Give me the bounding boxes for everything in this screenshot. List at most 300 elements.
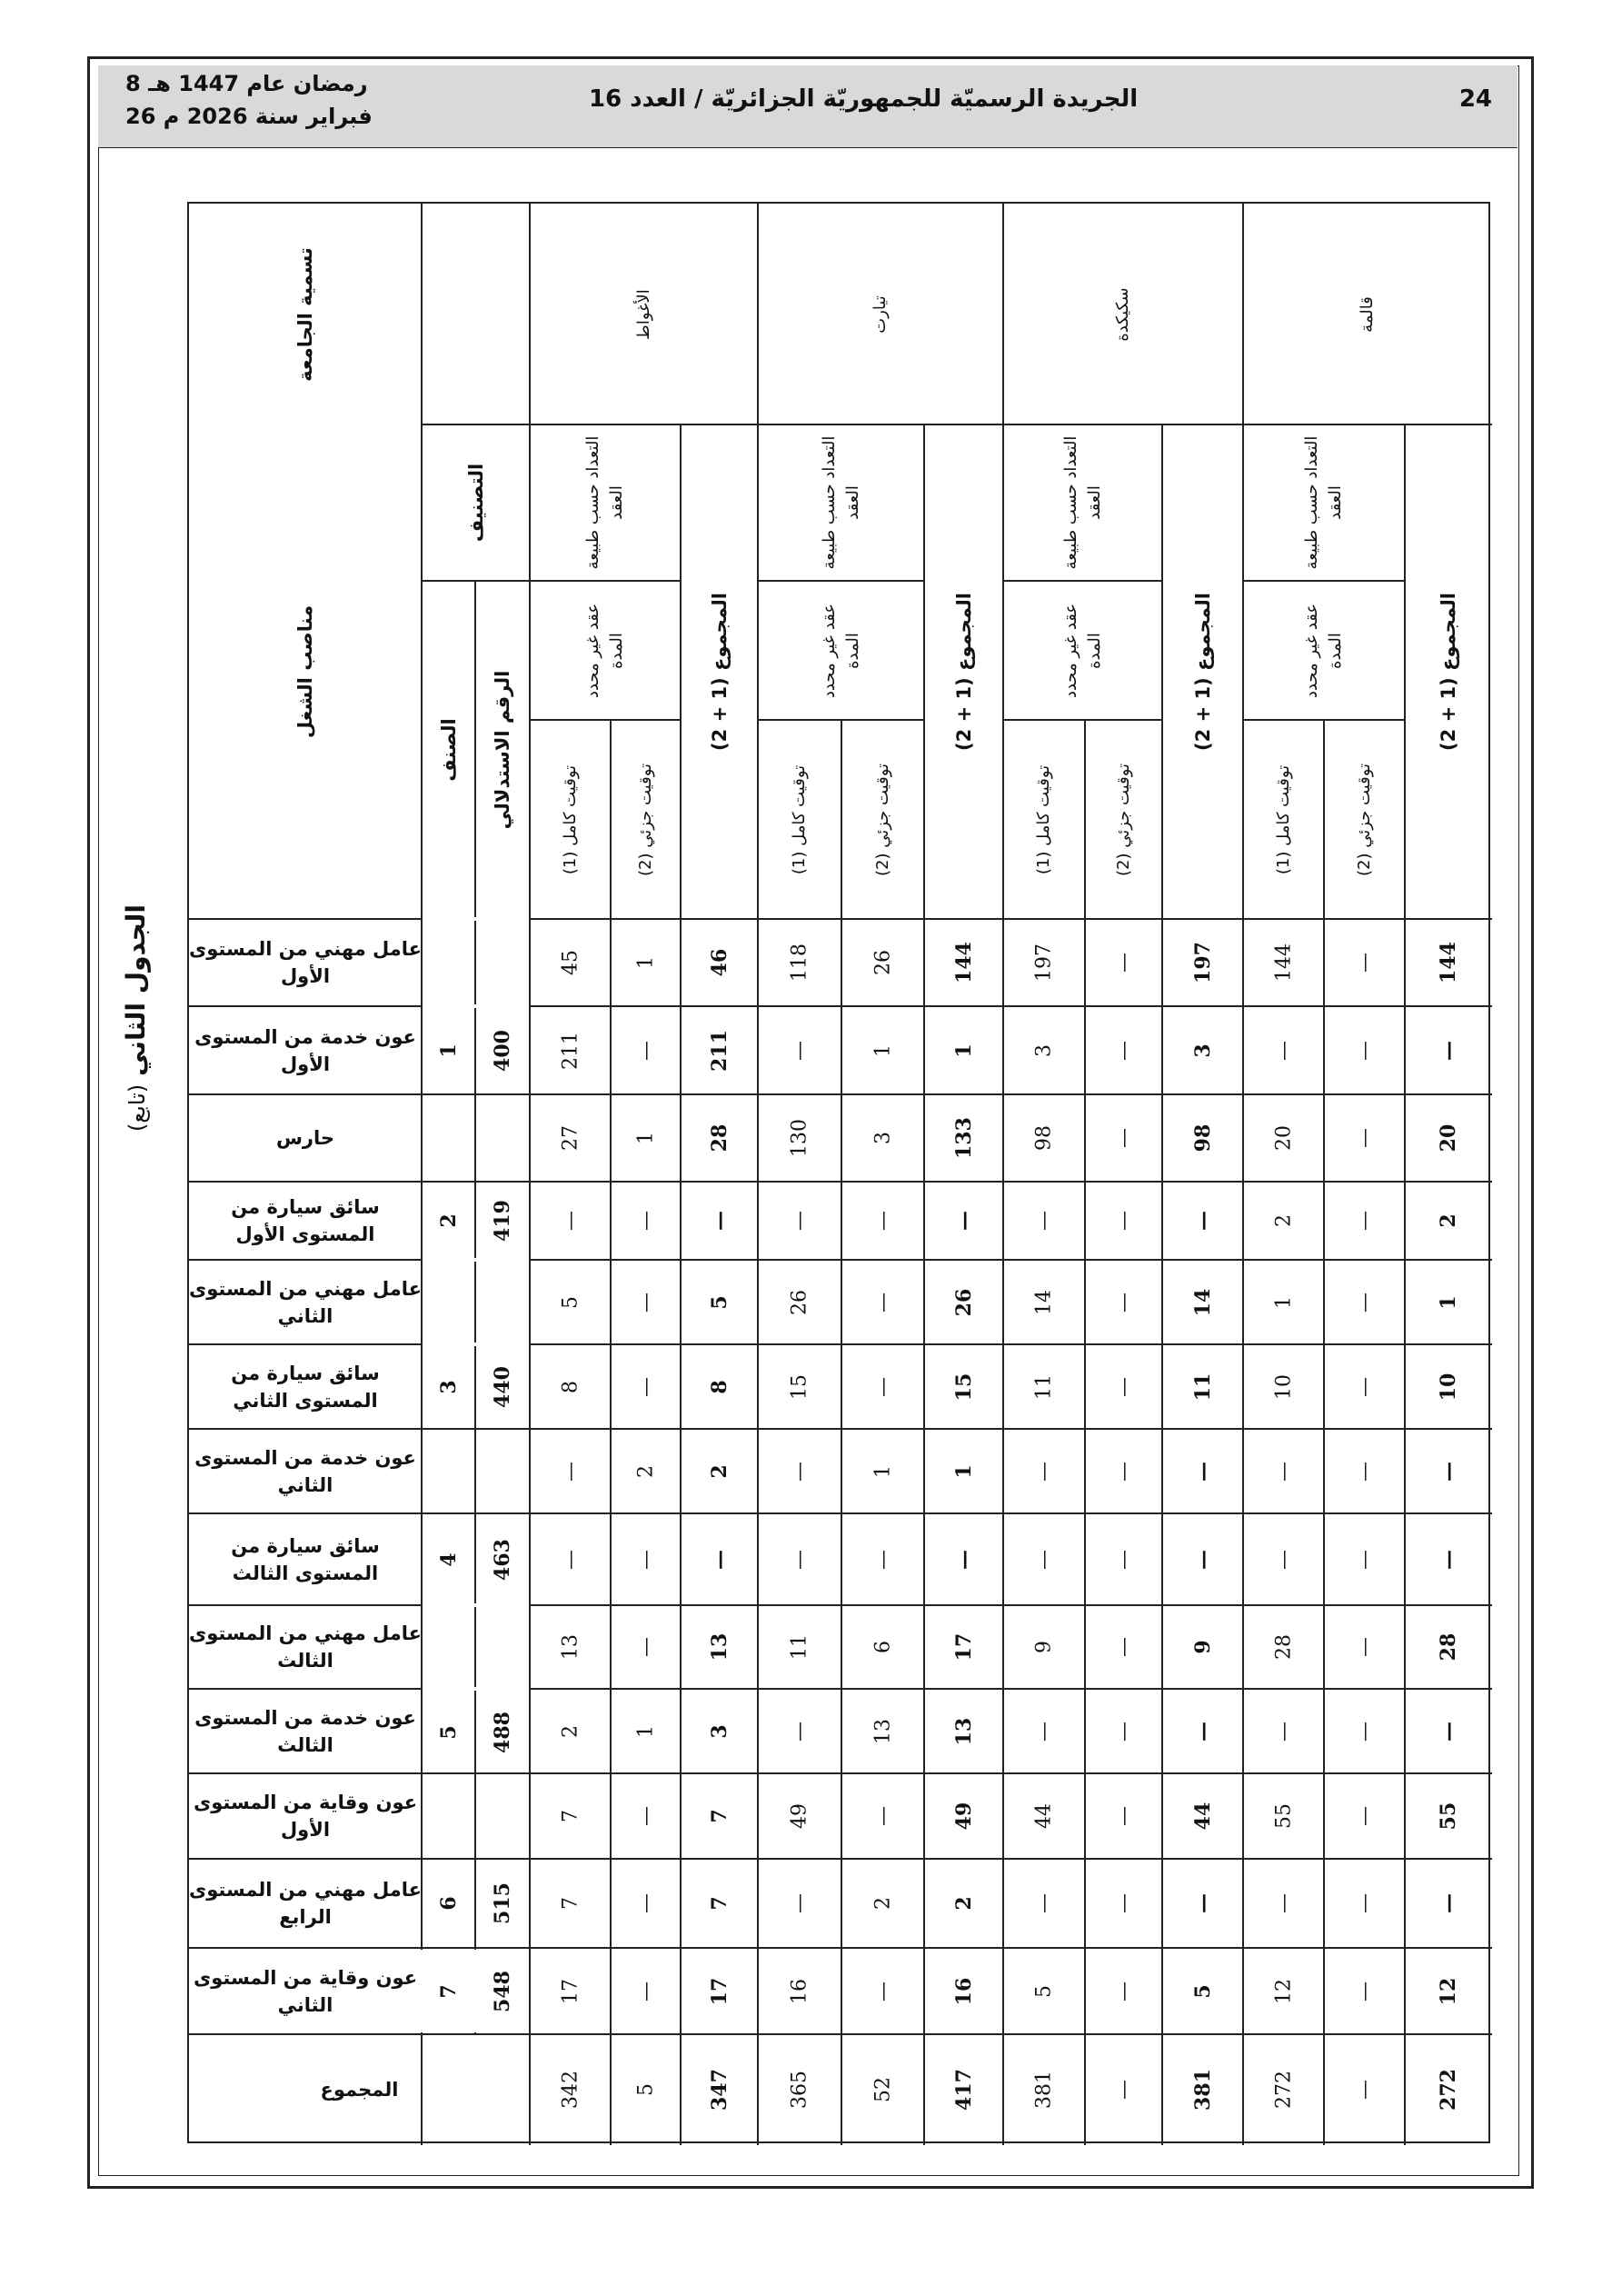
total-cell (530, 2034, 611, 2145)
value-cell (1324, 1094, 1405, 1182)
value-cell-text: 10 (1437, 1373, 1460, 1401)
value-cell-text: 1 (871, 1043, 894, 1057)
value-cell-text: 45 (559, 950, 582, 975)
value-cell (924, 1429, 1003, 1513)
value-cell (841, 1182, 924, 1260)
value-cell (1405, 1948, 1492, 2034)
header-part-time-text: توقيت جزئي (2) (1113, 763, 1133, 876)
post-name (189, 1344, 422, 1429)
value-cell (841, 1605, 924, 1689)
value-cell (681, 1006, 758, 1094)
value-cell (1405, 919, 1492, 1006)
value-cell (1162, 1429, 1243, 1513)
total-row-label (189, 2034, 530, 2145)
value-cell (1003, 1513, 1085, 1605)
value-cell-text: 14 (1190, 1288, 1215, 1316)
university-name (1003, 204, 1243, 424)
total-cell (611, 2034, 681, 2145)
value-cell-text: 2 (707, 1463, 731, 1479)
value-cell-text: — (1437, 1461, 1460, 1482)
value-cell (758, 1859, 841, 1948)
value-cell-text: 9 (1190, 1640, 1215, 1654)
category-cell-text: 1 (436, 1043, 461, 1058)
value-cell (1405, 1773, 1492, 1859)
value-cell-text: — (1032, 1461, 1056, 1482)
value-cell-text: — (1112, 1461, 1135, 1482)
value-cell-text: — (1112, 1806, 1135, 1826)
value-cell-text: — (1272, 1549, 1295, 1570)
value-cell (681, 1689, 758, 1773)
value-cell-text: 27 (559, 1125, 582, 1151)
post-name-text: عون خدمة من المستوى الثاني (194, 1446, 416, 1496)
header-total (924, 424, 1003, 919)
value-cell (1405, 1605, 1492, 1689)
value-cell-text: 49 (788, 1803, 811, 1829)
index-cell-text: 488 (491, 1711, 514, 1753)
value-cell (611, 1260, 681, 1344)
value-cell (530, 1182, 611, 1260)
value-cell (1003, 1182, 1085, 1260)
value-cell (1085, 1429, 1162, 1513)
value-cell-text: 28 (1272, 1634, 1295, 1660)
value-cell (924, 1689, 1003, 1773)
header-category-text: الصنف (437, 718, 460, 782)
header-part-time-text: توقيت جزئي (2) (1354, 763, 1374, 876)
post-name (189, 1773, 422, 1859)
value-cell (758, 1094, 841, 1182)
value-cell-text: — (1437, 1893, 1460, 1913)
value-cell-text: 3 (1190, 1043, 1215, 1058)
value-cell-text: 2 (1272, 1214, 1295, 1227)
post-name-text: عون خدمة من المستوى الثالث (194, 1706, 416, 1756)
index-cell-text: 419 (491, 1200, 514, 1242)
header-contract-type (530, 424, 681, 581)
value-cell-text: 46 (707, 948, 731, 977)
value-cell-text: — (1353, 1040, 1376, 1061)
value-cell (758, 1429, 841, 1513)
value-cell (1243, 1094, 1324, 1182)
value-cell (681, 1859, 758, 1948)
value-cell-text: 197 (1032, 943, 1056, 982)
post-name-text: سائق سيارة من المستوى الثاني (231, 1362, 380, 1412)
value-cell-text: 28 (1437, 1632, 1460, 1662)
index-cell (475, 1182, 530, 1260)
value-cell-text: — (634, 1981, 657, 2002)
value-cell-text: 13 (559, 1634, 582, 1660)
value-cell (1324, 1948, 1405, 2034)
value-cell (1162, 919, 1243, 1006)
value-cell-text: 1 (951, 1043, 976, 1058)
header-contract-type (1243, 424, 1405, 581)
value-cell (611, 1948, 681, 2034)
category-cell (422, 1605, 475, 1859)
value-cell (1324, 1429, 1405, 1513)
value-cell (681, 1773, 758, 1859)
value-cell (1324, 1513, 1405, 1605)
value-cell (530, 1859, 611, 1948)
value-cell-text: — (951, 1549, 976, 1570)
value-cell (841, 1859, 924, 1948)
value-cell (758, 1260, 841, 1344)
value-cell (1003, 1605, 1085, 1689)
value-cell-text: — (1353, 1721, 1376, 1742)
header-full-time (1243, 720, 1324, 919)
value-cell-text: 211 (559, 1031, 582, 1070)
value-cell (1162, 1948, 1243, 2034)
value-cell-text: — (634, 1211, 657, 1231)
value-cell (1003, 1948, 1085, 2034)
value-cell-text: 14 (1032, 1289, 1056, 1315)
index-cell-text: 463 (491, 1538, 514, 1581)
value-cell (758, 1773, 841, 1859)
header-full-time-text: توقيت كامل (1) (790, 764, 809, 874)
value-cell (841, 1948, 924, 2034)
value-cell-text: 144 (1272, 943, 1295, 982)
value-cell (924, 1605, 1003, 1689)
value-cell-text: 8 (707, 1379, 731, 1394)
value-cell (1003, 1859, 1085, 1948)
total-cell (758, 2034, 841, 2145)
header-indefinite-contract-text: عقد غير محدد المدة (1060, 603, 1104, 698)
header-total (1405, 424, 1492, 919)
value-cell-text: 5 (1190, 1983, 1215, 1999)
value-cell-text: 13 (951, 1717, 976, 1745)
post-name (189, 1948, 422, 2034)
index-cell-text: 400 (491, 1029, 514, 1072)
value-cell-text: 1 (634, 956, 657, 969)
value-cell-text: — (634, 1376, 657, 1397)
value-cell (924, 1344, 1003, 1429)
post-name (189, 1006, 422, 1094)
value-cell (1085, 1094, 1162, 1182)
header-total-text: المجموع (1 + 2) (1438, 593, 1459, 751)
post-name (189, 1513, 422, 1605)
header-indefinite-contract (1243, 581, 1405, 720)
value-cell (841, 1006, 924, 1094)
value-cell-text: 197 (1190, 942, 1215, 983)
value-cell (841, 1344, 924, 1429)
header-part-time (611, 720, 681, 919)
total-cell-text: — (1353, 2080, 1376, 2100)
value-cell-text: 11 (1032, 1373, 1056, 1400)
total-cell (1243, 2034, 1324, 2145)
total-cell (1162, 2034, 1243, 2145)
header-part-time (1085, 720, 1162, 919)
value-cell (681, 1605, 758, 1689)
value-cell (924, 1182, 1003, 1260)
value-cell (758, 1948, 841, 2034)
value-cell-text: 44 (1032, 1803, 1056, 1829)
value-cell (1405, 1006, 1492, 1094)
value-cell (530, 1605, 611, 1689)
value-cell-text: — (559, 1461, 582, 1482)
value-cell-text: — (1353, 1461, 1376, 1482)
value-cell (1162, 1513, 1243, 1605)
value-cell (681, 1948, 758, 2034)
category-cell (422, 1513, 475, 1605)
value-cell-text: — (1190, 1461, 1215, 1482)
value-cell-text: 133 (951, 1117, 976, 1159)
value-cell (1405, 1182, 1492, 1260)
index-cell (475, 1948, 530, 2034)
header-part-time-text: توقيت جزئي (2) (872, 763, 892, 876)
value-cell (1405, 1513, 1492, 1605)
value-cell (924, 1006, 1003, 1094)
post-name-text: عون وقاية من المستوى الأول (193, 1792, 418, 1841)
value-cell-text: — (1112, 953, 1135, 973)
value-cell-text: — (1032, 1211, 1056, 1231)
value-cell-text: 12 (1437, 1977, 1460, 2005)
header-posts-text: مناصب الشغل (294, 604, 316, 739)
category-cell (422, 919, 475, 1182)
value-cell-text: — (871, 1211, 894, 1231)
post-name-text: حارس (275, 1127, 335, 1149)
post-name-text: عامل مهني من المستوى الرابع (188, 1879, 422, 1928)
value-cell (1085, 1344, 1162, 1429)
value-cell-text: 144 (951, 942, 976, 983)
header-classification-text: التصنيف (464, 463, 487, 543)
category-cell-text: 3 (436, 1379, 461, 1394)
value-cell (1324, 1182, 1405, 1260)
value-cell-text: — (1112, 1376, 1135, 1397)
total-cell-text: 272 (1437, 2069, 1460, 2111)
value-cell-text: — (634, 1040, 657, 1061)
header-part-time (841, 720, 924, 919)
total-cell-text: 417 (951, 2069, 976, 2111)
total-row-label-text: المجموع (320, 2079, 399, 2101)
index-cell (475, 1859, 530, 1948)
value-cell-text: — (1353, 1637, 1376, 1657)
value-cell (530, 1689, 611, 1773)
value-cell (1243, 1006, 1324, 1094)
value-cell-text: — (1353, 953, 1376, 973)
value-cell (1162, 1260, 1243, 1344)
value-cell-text: 7 (559, 1897, 582, 1910)
value-cell-text: 55 (1437, 1802, 1460, 1831)
value-cell (611, 1429, 681, 1513)
value-cell-text: 3 (707, 1723, 731, 1739)
value-cell-text: 6 (871, 1641, 894, 1653)
date-hijri: 8 رمضان عام 1447 هـ (125, 71, 368, 96)
value-cell-text: 10 (1272, 1373, 1295, 1400)
value-cell-text: — (871, 1806, 894, 1826)
value-cell (1162, 1689, 1243, 1773)
value-cell-text: 3 (871, 1132, 894, 1144)
value-cell-text: — (559, 1211, 582, 1231)
value-cell (530, 1260, 611, 1344)
value-cell-text: — (1112, 1040, 1135, 1061)
value-cell (1162, 1605, 1243, 1689)
value-cell-text: — (1190, 1893, 1215, 1913)
university-name (1243, 204, 1492, 424)
value-cell (1085, 1605, 1162, 1689)
value-cell (1324, 1605, 1405, 1689)
post-name (189, 919, 422, 1006)
value-cell (924, 1859, 1003, 1948)
value-cell (1085, 1859, 1162, 1948)
value-cell-text: — (1353, 1806, 1376, 1826)
value-cell-text: 2 (871, 1897, 894, 1910)
header-university-name (189, 204, 422, 424)
value-cell (530, 1429, 611, 1513)
index-cell (475, 1513, 530, 1605)
value-cell-text: — (1112, 1637, 1135, 1657)
value-cell-text: — (1112, 1981, 1135, 2002)
value-cell-text: 20 (1437, 1123, 1460, 1153)
value-cell-text: 7 (707, 1896, 731, 1911)
value-cell-text: 118 (788, 943, 811, 982)
post-name-text: سائق سيارة من المستوى الثالث (231, 1534, 380, 1584)
value-cell-text: 9 (1032, 1641, 1056, 1653)
value-cell (611, 1006, 681, 1094)
header-part-time (1324, 720, 1405, 919)
value-cell-text: 130 (788, 1119, 811, 1157)
value-cell (611, 1605, 681, 1689)
value-cell-text: 1 (634, 1724, 657, 1738)
value-cell (1085, 919, 1162, 1006)
header-full-time (1003, 720, 1085, 919)
value-cell (1243, 1344, 1324, 1429)
header-full-time-text: توقيت كامل (1) (1273, 764, 1293, 874)
total-cell (1324, 2034, 1405, 2145)
value-cell (1085, 1689, 1162, 1773)
header-total (1162, 424, 1243, 919)
value-cell-text: 16 (951, 1977, 976, 2005)
value-cell (1324, 1859, 1405, 1948)
value-cell-text: — (707, 1211, 731, 1231)
post-name-text: سائق سيارة من المستوى الأول (231, 1196, 380, 1245)
value-cell-text: — (871, 1376, 894, 1397)
value-cell-text: — (1272, 1721, 1295, 1742)
value-cell (611, 1182, 681, 1260)
value-cell (681, 1094, 758, 1182)
value-cell (1405, 1859, 1492, 1948)
value-cell-text: — (1112, 1211, 1135, 1231)
total-cell-text: 381 (1032, 2071, 1056, 2109)
post-name-text: عون وقاية من المستوى الثاني (193, 1966, 418, 2016)
post-name (189, 1605, 422, 1689)
header-indefinite-contract (758, 581, 924, 720)
total-cell (681, 2034, 758, 2145)
total-cell (841, 2034, 924, 2145)
category-cell (422, 1182, 475, 1260)
value-cell-text: — (788, 1040, 811, 1061)
value-cell (1085, 1006, 1162, 1094)
total-cell-text: — (1112, 2080, 1135, 2100)
value-cell (681, 1429, 758, 1513)
value-cell-text: — (1112, 1549, 1135, 1570)
value-cell (611, 1859, 681, 1948)
post-name-text: عامل مهني من المستوى الثالث (188, 1622, 422, 1672)
value-cell (758, 1182, 841, 1260)
value-cell (924, 1773, 1003, 1859)
value-cell-text: — (1032, 1721, 1056, 1742)
total-cell (1003, 2034, 1085, 2145)
table-caption-main: الجدول الثاني (121, 904, 151, 1076)
index-cell (475, 1260, 530, 1513)
table-caption-sub: (تابع) (124, 1083, 150, 1132)
value-cell (681, 1260, 758, 1344)
value-cell-text: 98 (1190, 1123, 1215, 1153)
value-cell-text: 11 (1190, 1373, 1215, 1401)
value-cell-text: — (1353, 1128, 1376, 1148)
value-cell-text: 7 (707, 1809, 731, 1823)
post-name-text: عامل مهني من المستوى الأول (188, 938, 422, 987)
value-cell (841, 1094, 924, 1182)
value-cell (841, 1513, 924, 1605)
header-full-time-text: توقيت كامل (1) (560, 764, 580, 874)
value-cell (758, 1006, 841, 1094)
index-cell-text: 515 (491, 1882, 514, 1924)
university-name-text: سكيكدة (1113, 286, 1132, 342)
header-index (475, 581, 530, 919)
total-cell-text: 381 (1190, 2069, 1215, 2111)
value-cell-text: 7 (559, 1810, 582, 1822)
value-cell-text: 26 (871, 950, 894, 975)
value-cell (1243, 1429, 1324, 1513)
value-cell-text: — (1032, 1893, 1056, 1913)
value-cell (1085, 1773, 1162, 1859)
header-full-time (530, 720, 611, 919)
value-cell-text: — (871, 1549, 894, 1570)
value-cell-text: — (1353, 1292, 1376, 1313)
value-cell (924, 1513, 1003, 1605)
value-cell-text: — (1112, 1128, 1135, 1148)
value-cell-text: — (1190, 1721, 1215, 1742)
value-cell (530, 1773, 611, 1859)
value-cell (1243, 1773, 1324, 1859)
category-cell-text: 5 (436, 1724, 461, 1740)
index-cell (475, 1605, 530, 1859)
value-cell-text: — (1032, 1549, 1056, 1570)
value-cell-text: — (788, 1893, 811, 1913)
value-cell-text: 15 (788, 1373, 811, 1400)
value-cell-text: — (1190, 1549, 1215, 1570)
header-contract-type (1003, 424, 1162, 581)
value-cell-text: 98 (1032, 1125, 1056, 1151)
value-cell (1003, 1689, 1085, 1773)
value-cell (681, 1344, 758, 1429)
index-cell (475, 919, 530, 1182)
value-cell (1003, 1429, 1085, 1513)
value-cell-text: 55 (1272, 1803, 1295, 1829)
value-cell-text: 144 (1437, 942, 1460, 983)
value-cell (1003, 1773, 1085, 1859)
post-name (189, 1260, 422, 1344)
value-cell-text: 2 (951, 1896, 976, 1911)
value-cell (611, 1094, 681, 1182)
value-cell-text: — (634, 1893, 657, 1913)
value-cell-text: — (871, 1981, 894, 2002)
value-cell (1243, 1689, 1324, 1773)
value-cell (530, 1513, 611, 1605)
value-cell (1405, 1260, 1492, 1344)
value-cell (1243, 1513, 1324, 1605)
header-full-time-text: توقيت كامل (1) (1034, 764, 1053, 874)
total-cell (1085, 2034, 1162, 2145)
value-cell-text: 26 (951, 1288, 976, 1316)
category-cell (422, 1948, 475, 2034)
post-name (189, 1689, 422, 1773)
total-cell-text: 347 (707, 2069, 731, 2111)
value-cell-text: 26 (788, 1289, 811, 1315)
category-cell (422, 1260, 475, 1513)
table-caption (109, 836, 164, 1200)
value-cell (1324, 1689, 1405, 1773)
header-contract-type-text: التعداد حسب طبيعة العقد (1060, 435, 1104, 570)
value-cell-text: — (1190, 1211, 1215, 1231)
value-cell (681, 1513, 758, 1605)
